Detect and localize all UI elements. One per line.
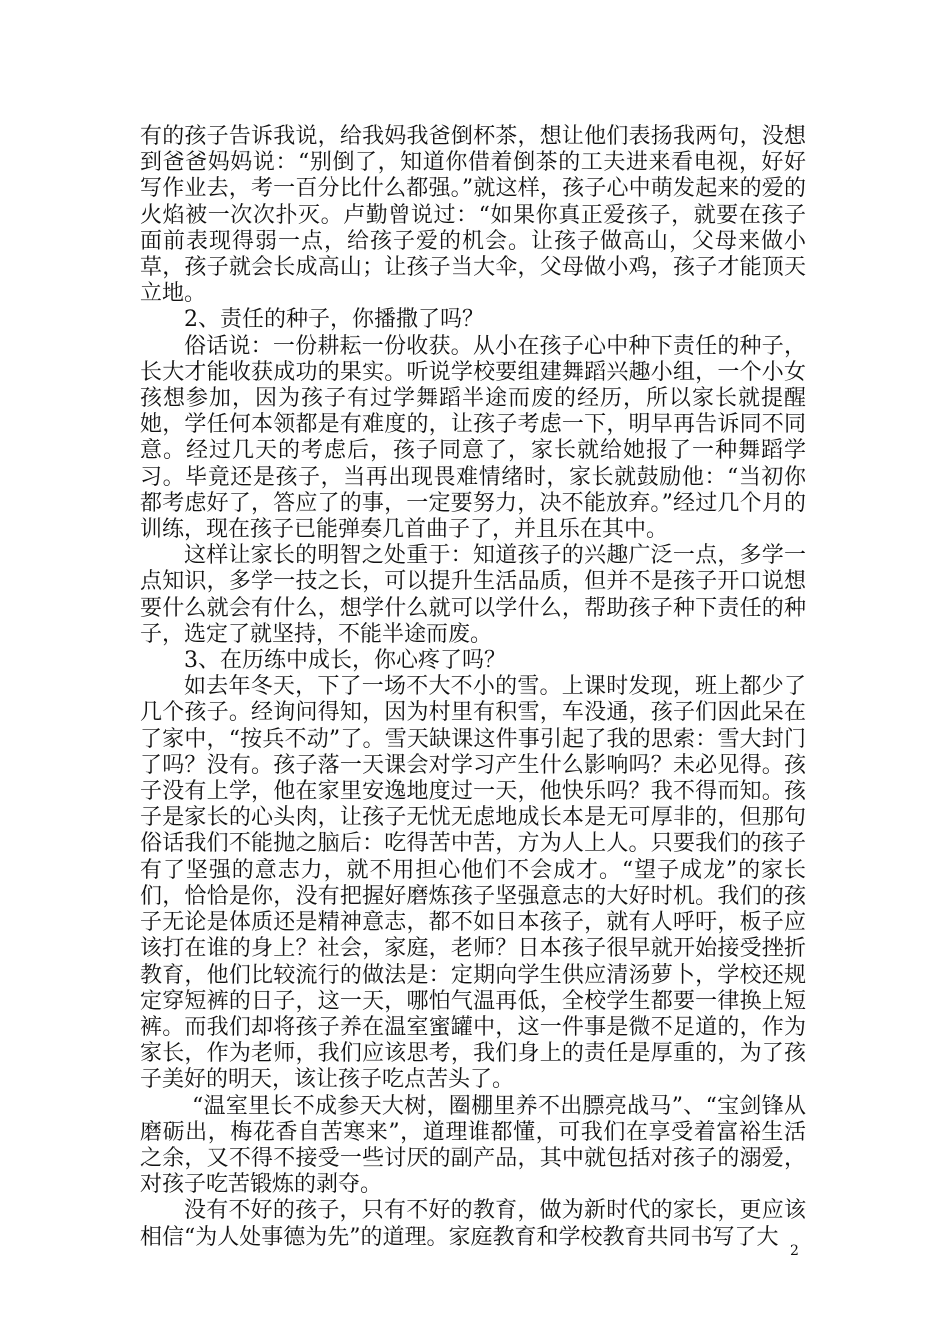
paragraph-snow-day: 如去年冬天，下了一场不大不小的雪。上课时发现，班上都少了几个孩子。经询问得知，因为村里有积雪，车没通，孩子们因此呆在了家中，“按兵不动”了。雪天缺课这件事引起了我的思索：雪大封门了吗？没有。孩子落一天课会对学习产生什么影响吗？未必见得。孩子没有上学，他在家里安逸地度过一天，他快乐吗？我不得而知。孩子是家长的心头肉，让孩子无忧无虑地成长本是无可厚非的，但那句俗话我们不能抛之脑后：吃得苦中苦，方为人上人。只要我们的孩子有了坚强的意志力，就不用担心他们不会成才。“望子成龙”的家长们，恰恰是你，没有把握好磨炼孩子坚强意志的大好时机。我们的孩子无论是体质还是精神意志，都不如日本孩子，就有人呼吁，板子应该打在谁的身上？社会，家庭，老师？日本孩子很早就开始接受挫折教育，他们比较流行的做法是：定期向学生供应清汤萝卜，学校还规定穿短裤的日子，这一天，哪怕气温再低，全校学生都要一律换上短裤。而我们却将孩子养在温室蜜罐中，这一件事是微不足道的，作为家长，作为老师，我们应该思考，我们身上的责任是厚重的，为了孩子美好的明天，该让孩子吃点苦头了。	[140, 674, 806, 1093]
paragraph-conclusion: 没有不好的孩子，只有不好的教育，做为新时代的家长，更应该相信“为人处事德为先”的道理。家庭教育和学校教育共同书写了大	[140, 1198, 806, 1250]
paragraph-parent-wisdom: 这样让家长的明智之处重于：知道孩子的兴趣广泛一点，多学一点知识，多学一技之长，可以提升生活品质，但并不是孩子开口说想要什么就会有什么，想学什么就可以学什么，帮助孩子种下责任的种子，选定了就坚持，不能半途而废。	[140, 543, 806, 647]
paragraph-proverbs: “温室里长不成参天大树，圈棚里养不出膘亮战马”、“宝剑锋从磨砺出，梅花香自苦寒来”，道理谁都懂，可我们在享受着富裕生活之余，又不得不接受一些讨厌的副产品，其中就包括对孩子的溺爱，对孩子吃苦锻炼的剥夺。	[140, 1093, 806, 1198]
paragraph-continuation: 有的孩子告诉我说，给我妈我爸倒杯茶，想让他们表扬我两句，没想到爸爸妈妈说：“别倒了，知道你借着倒茶的工夫进来看电视，好好写作业去，考一百分比什么都强。”就这样，孩子心中萌发起来的爱的火焰被一次次扑灭。卢勤曾说过：“如果你真正爱孩子，就要在孩子面前表现得弱一点，给孩子爱的机会。让孩子做高山，父母来做小草，孩子就会长成高山；让孩子当大伞，父母做小鸡，孩子才能顶天立地。	[140, 124, 806, 307]
section-heading-responsibility: 2、责任的种子，你播撒了吗？	[184, 307, 484, 333]
paragraph-dance-story: 俗话说：一份耕耘一份收获。从小在孩子心中种下责任的种子，长大才能收获成功的果实。听说学校要组建舞蹈兴趣小组，一个小女孩想参加，因为孩子有过学舞蹈半途而废的经历，所以家长就提醒她，学任何本领都是有难度的，让孩子考虑一下，明早再告诉同不同意。经过几天的考虑后，孩子同意了，家长就给她报了一种舞蹈学习。毕竟还是孩子，当再出现畏难情绪时，家长就鼓励他：“当初你都考虑好了，答应了的事，一定要努力，决不能放弃。”经过几个月的训练，现在孩子已能弹奏几首曲子了，并且乐在其中。	[140, 333, 806, 543]
document-body	[140, 124, 806, 1251]
page-number: 2	[790, 1243, 799, 1259]
section-heading-growth: 3、在历练中成长，你心疼了吗？	[184, 648, 506, 674]
